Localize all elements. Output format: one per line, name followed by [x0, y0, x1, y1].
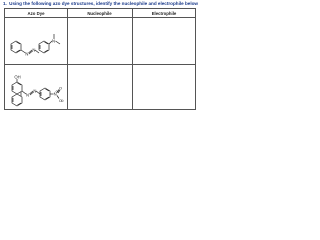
azo-n-label: N	[26, 92, 30, 98]
hydroxyl-label: OH	[14, 74, 21, 80]
header-electrophile: Electrophile	[151, 10, 177, 16]
electrophile-answer-2[interactable]	[132, 64, 196, 110]
question-text: Using the following azo dye structures, identify the nucleophile and electrophile below	[9, 1, 199, 6]
question-prompt	[3, 1, 198, 7]
azo-n-label: N	[25, 51, 29, 57]
azo-dye-structure-1	[5, 17, 67, 64]
electrophile-answer-1[interactable]	[132, 17, 196, 64]
header-nucleophile: Nucleophile	[87, 10, 112, 16]
header-azo-dye: Azo Dye	[27, 10, 45, 16]
amine-n-label: N	[52, 38, 56, 44]
dye-structure-2	[5, 64, 67, 110]
azo-n-label: N	[33, 88, 37, 94]
answer-table	[4, 8, 196, 110]
azo-n-label: N	[32, 47, 36, 53]
dye-structure-1	[5, 17, 67, 64]
nucleophile-answer-1[interactable]	[67, 17, 132, 64]
azo-dye-structure-2	[5, 64, 67, 110]
nitro-o-label: O	[59, 99, 62, 104]
question-number: 1.	[3, 1, 7, 6]
nucleophile-answer-2[interactable]	[67, 64, 132, 110]
nitro-o-label: O	[59, 86, 62, 91]
nitro-n-label: N	[53, 91, 57, 97]
